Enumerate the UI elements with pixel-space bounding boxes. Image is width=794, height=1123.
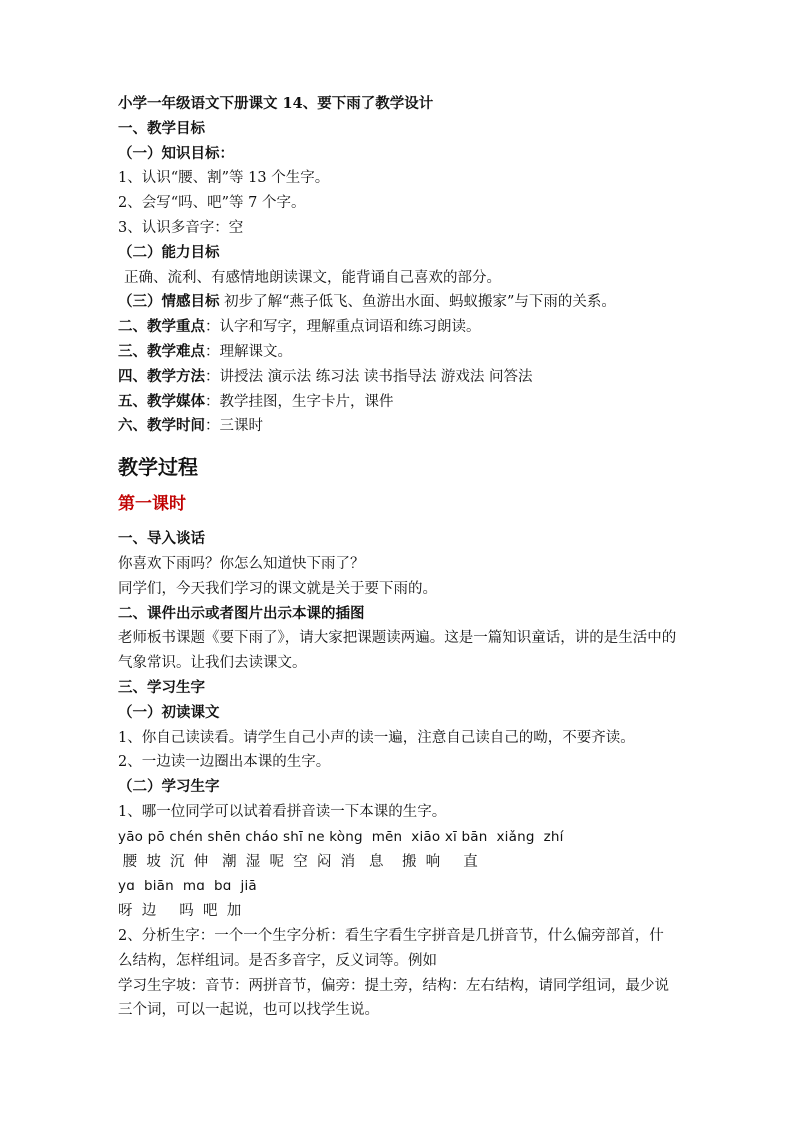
methods-line bbox=[118, 365, 698, 390]
paragraph: 2、分析生字：一个一个生字分析：看生字看生字拼音是几拼音节，什么偏旁部首，什么结构，怎样组词。是否多音字，反义词等。例如 bbox=[118, 927, 664, 969]
time-line bbox=[118, 414, 698, 439]
subheading-learn-characters: （二）学习生字 bbox=[118, 778, 220, 796]
heading-lesson-one: 第一课时 bbox=[118, 494, 186, 515]
emotion-goal-text: 初步了解“燕子低飞、鱼游出水面、蚂蚁搬家”与下雨的关系。 bbox=[224, 294, 616, 311]
doc-title: 小学一年级语文下册课文 14、要下雨了教学设计 bbox=[118, 95, 434, 112]
paragraph: 老师板书课题《要下雨了》，请大家把课题读两遍。这是一篇知识童话，讲的是生活中的气象常识。让我们去读课文。 bbox=[118, 630, 677, 672]
list-item: 3、认识多音字：空 bbox=[118, 219, 244, 236]
subheading-knowledge-goal: （一）知识目标： bbox=[118, 144, 234, 162]
paragraph: 你喜欢下雨吗？你怎么知道快下雨了？ bbox=[118, 555, 365, 572]
list-item: 1、认识“腰、割”等 13 个生字。 bbox=[118, 170, 330, 187]
pinyin-row: yāo pō chén shēn cháo shī ne kòng mēn xiāo xī bān xiǎng zhí bbox=[118, 828, 564, 845]
heading-key-points: 二、教学重点 bbox=[118, 318, 205, 336]
methods-text: ：讲授法 演示法 练习法 读书指导法 游戏法 问答法 bbox=[205, 368, 533, 385]
heading-difficulties: 三、教学难点 bbox=[118, 342, 205, 360]
heading-show-illustration: 二、课件出示或者图片出示本课的插图 bbox=[118, 604, 365, 622]
media-line bbox=[118, 390, 698, 415]
list-item: 1、你自己读读看。请学生自己小声的读一遍，注意自己读自己的呦，不要齐读。 bbox=[118, 729, 635, 746]
list-item: 2、会写“吗、吧”等 7 个字。 bbox=[118, 195, 306, 212]
ability-goal-text: 正确、流利、有感情地朗读课文，能背诵自己喜欢的部分。 bbox=[124, 269, 501, 286]
subheading-ability-goal: （二）能力目标 bbox=[118, 243, 220, 261]
list-item: 1、哪一位同学可以试着看拼音读一下本课的生字。 bbox=[118, 803, 447, 820]
key-points-line bbox=[118, 315, 698, 340]
key-points-text: ：认字和写字，理解重点词语和练习朗读。 bbox=[205, 319, 481, 336]
subheading-emotion-goal: （三）情感目标 bbox=[118, 293, 220, 311]
difficulties-text: ：理解课文。 bbox=[205, 343, 292, 360]
time-text: ：三课时 bbox=[205, 418, 263, 435]
paragraph: 学习生字坡：音节：两拼音节，偏旁：提土旁，结构：左右结构，请同学组词，最少说三个词，可以一起说，也可以找学生说。 bbox=[118, 977, 669, 1019]
emotion-goal-line bbox=[118, 290, 698, 315]
difficulties-line bbox=[118, 340, 698, 365]
heading-media: 五、教学媒体 bbox=[118, 392, 205, 410]
heading-learn-characters: 三、学习生字 bbox=[118, 678, 205, 696]
heading-intro-talk: 一、导入谈话 bbox=[118, 530, 205, 548]
heading-methods: 四、教学方法 bbox=[118, 367, 205, 385]
list-item: 2、一边读一边圈出本课的生字。 bbox=[118, 754, 331, 771]
heading-teaching-process: 教学过程 bbox=[118, 455, 198, 480]
pinyin-row: yɑ biān mɑ bɑ jiā bbox=[118, 878, 257, 895]
subheading-first-reading: （一）初读课文 bbox=[118, 703, 220, 721]
media-text: ：教学挂图，生字卡片，课件 bbox=[205, 393, 394, 410]
heading-time: 六、教学时间 bbox=[118, 417, 205, 435]
paragraph: 同学们，今天我们学习的课文就是关于要下雨的。 bbox=[118, 580, 437, 597]
heading-teaching-goals: 一、教学目标 bbox=[118, 119, 205, 137]
characters-row: 腰 坡 沉 伸 潮 湿 呢 空 闷 消 息 搬 响 直 bbox=[118, 853, 478, 870]
characters-row: 呀 边 吗 吧 加 bbox=[118, 903, 242, 920]
document-page bbox=[118, 92, 698, 1023]
